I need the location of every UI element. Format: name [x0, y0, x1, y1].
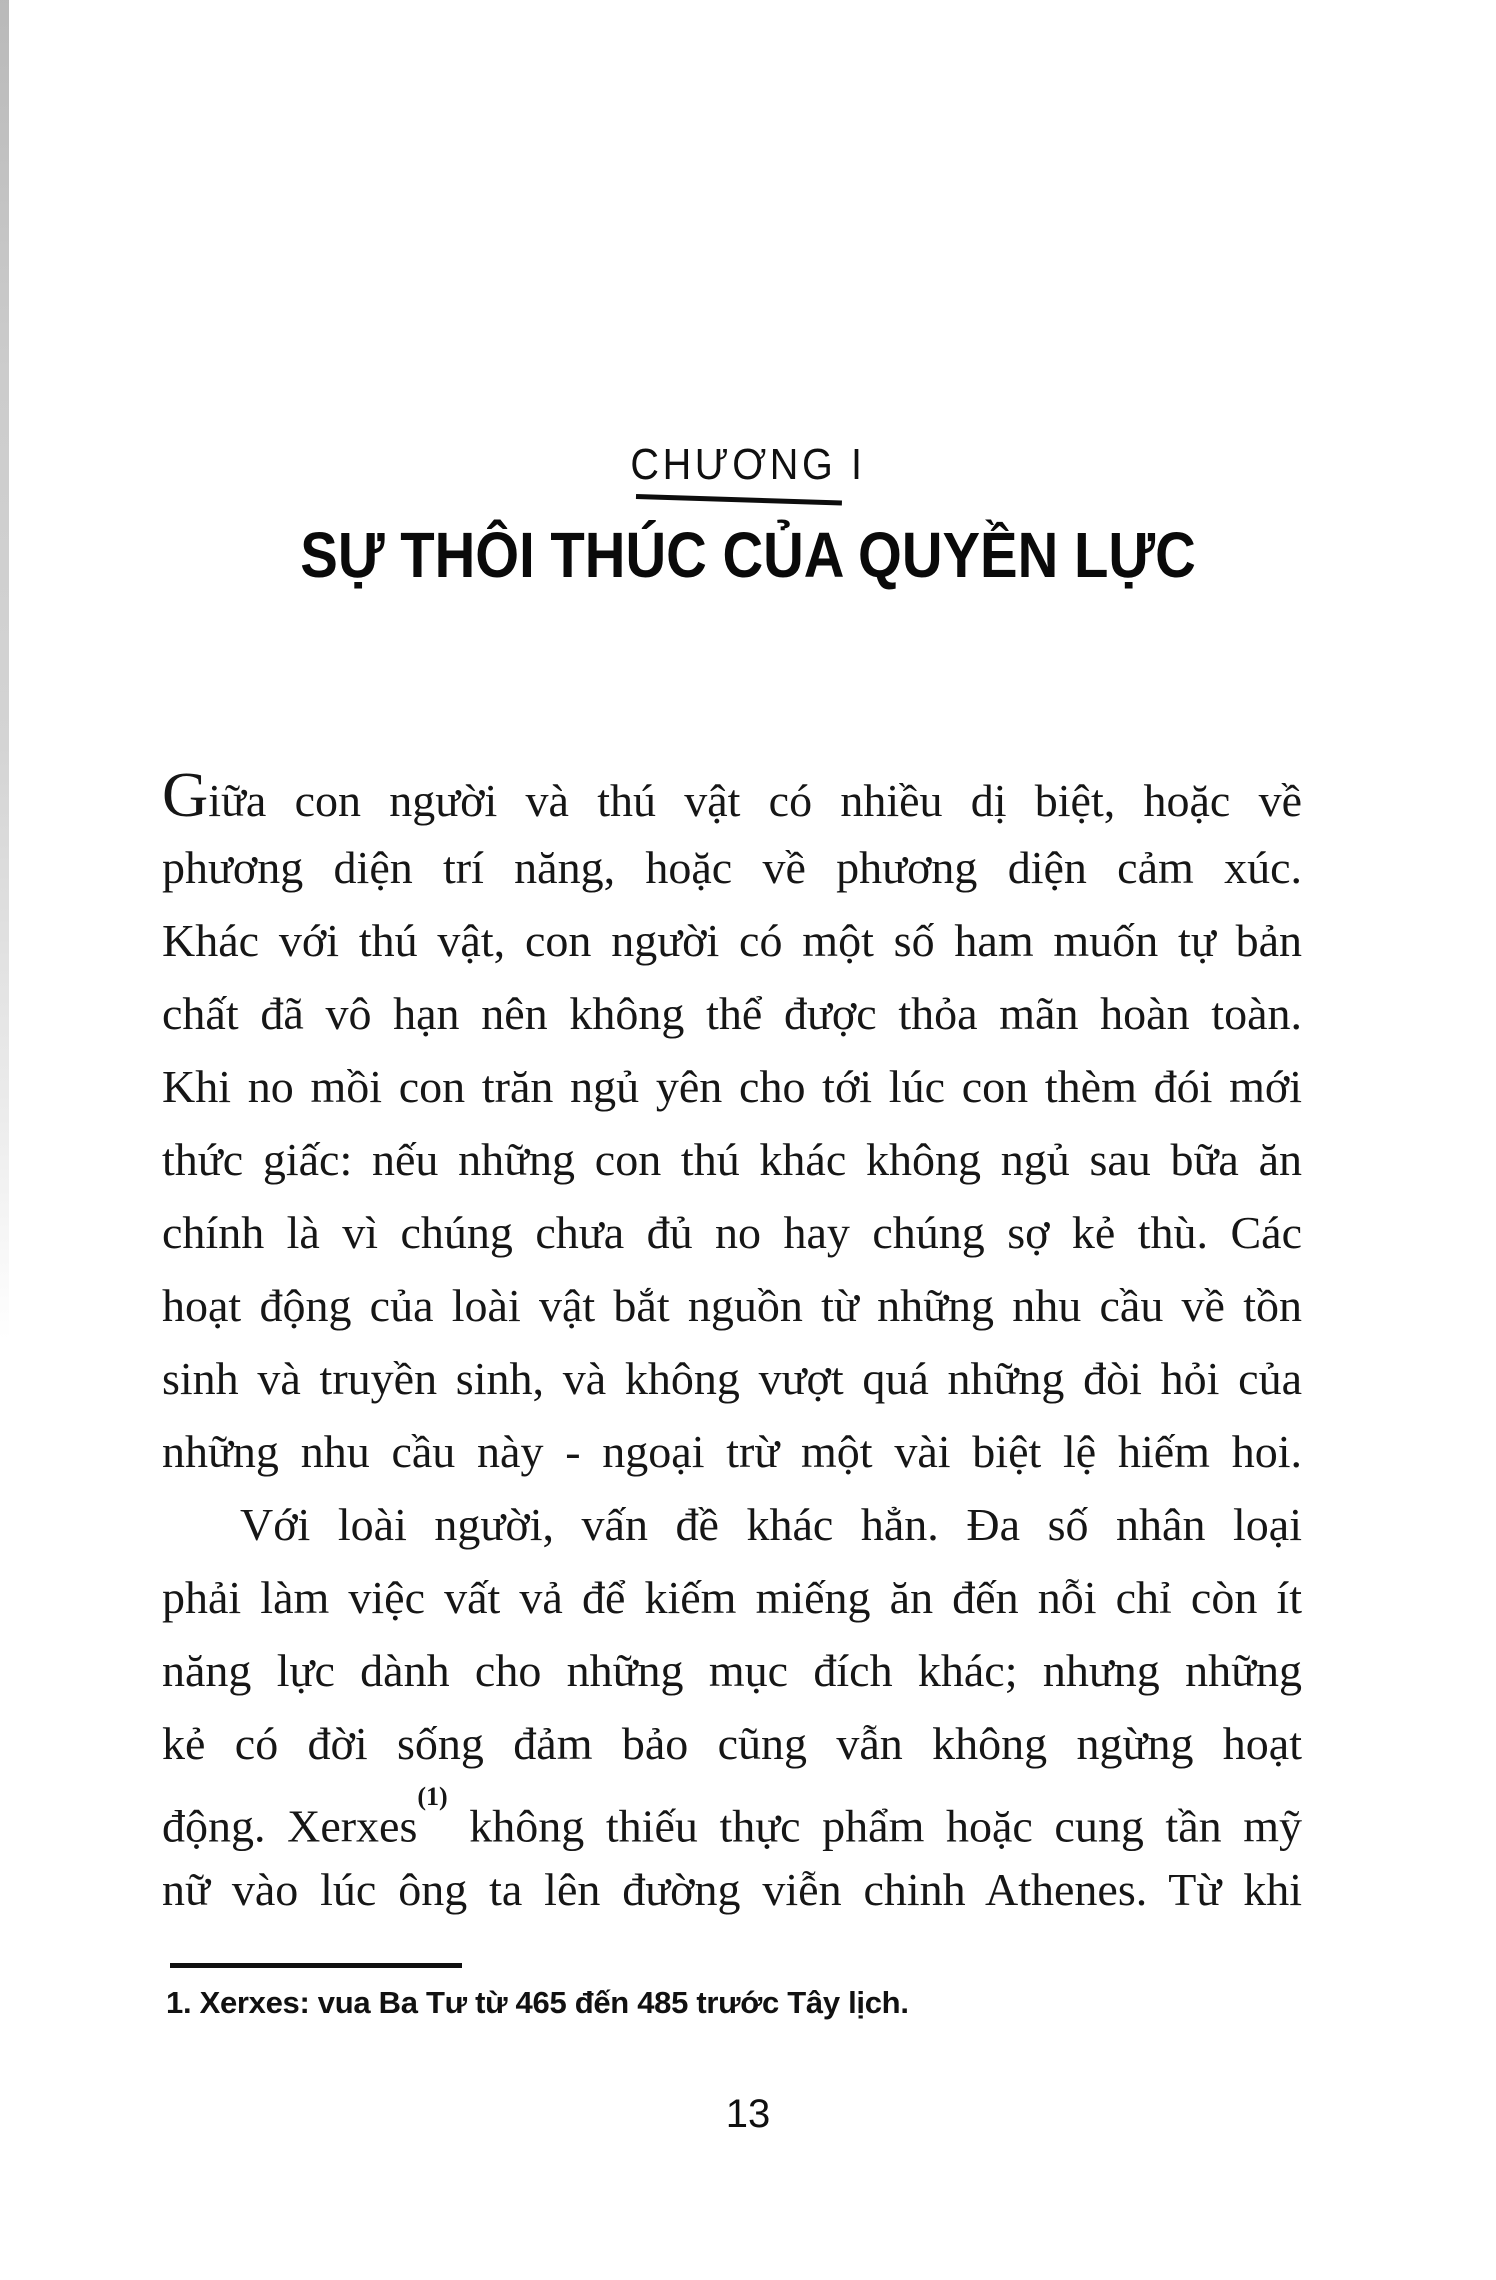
body-line: hoạt động của loài vật bắt nguồn từ những nhu cầu về tồn [162, 1280, 1302, 1331]
body-line: phương diện trí năng, hoặc về phương diện cảm xúc. [162, 842, 1302, 893]
body-line: kẻ có đời sống đảm bảo cũng vẫn không ngừng hoạt [162, 1718, 1302, 1769]
body-line-text: iữa con người và thú vật có nhiều dị biệt, hoặc về [208, 775, 1302, 826]
body-line: thức giấc: nếu những con thú khác không ngủ sau bữa ăn [162, 1134, 1302, 1185]
scan-edge-shadow [0, 0, 9, 1340]
body-line: Khác với thú vật, con người có một số ham muốn tự bản [162, 915, 1302, 966]
page-number: 13 [725, 2092, 771, 2136]
chapter-title: SỰ THÔI THÚC CỦA QUYỀN LỰC [300, 519, 1196, 591]
body-line-text: không thiếu thực phẩm hoặc cung tần mỹ [447, 1800, 1302, 1852]
chapter-label-underline [636, 494, 842, 505]
body-line: phải làm việc vất vả để kiếm miếng ăn đến nỗi chỉ còn ít [162, 1572, 1302, 1623]
body-line: chính là vì chúng chưa đủ no hay chúng sợ kẻ thù. Các [162, 1207, 1302, 1258]
body-line [162, 758, 1302, 831]
body-line: Khi no mồi con trăn ngủ yên cho tới lúc con thèm đói mới [162, 1061, 1302, 1112]
body-line: chất đã vô hạn nên không thể được thỏa mãn hoàn toàn. [162, 988, 1302, 1039]
initial-capital: G [162, 759, 209, 830]
body-line: những nhu cầu này - ngoại trừ một vài biệt lệ hiếm hoi. [162, 1426, 1302, 1477]
body-line [162, 1780, 1302, 1853]
footnote-reference: (1) [417, 1782, 448, 1811]
body-line: nữ vào lúc ông ta lên đường viễn chinh Athenes. Từ khi [162, 1864, 1302, 1915]
body-line: Với loài người, vấn đề khác hẳn. Đa số nhân loại [240, 1499, 1302, 1550]
chapter-label: CHƯƠNG I [630, 440, 866, 489]
body-text [162, 758, 1302, 1926]
body-line-text: động. Xerxes [162, 1800, 418, 1852]
body-line: sinh và truyền sinh, và không vượt quá những đòi hỏi của [162, 1353, 1302, 1404]
footnote-text: 1. Xerxes: vua Ba Tư từ 465 đến 485 trước Tây lịch. [166, 1985, 909, 2020]
body-line: năng lực dành cho những mục đích khác; nhưng những [162, 1645, 1302, 1696]
footnote-rule [170, 1963, 462, 1968]
